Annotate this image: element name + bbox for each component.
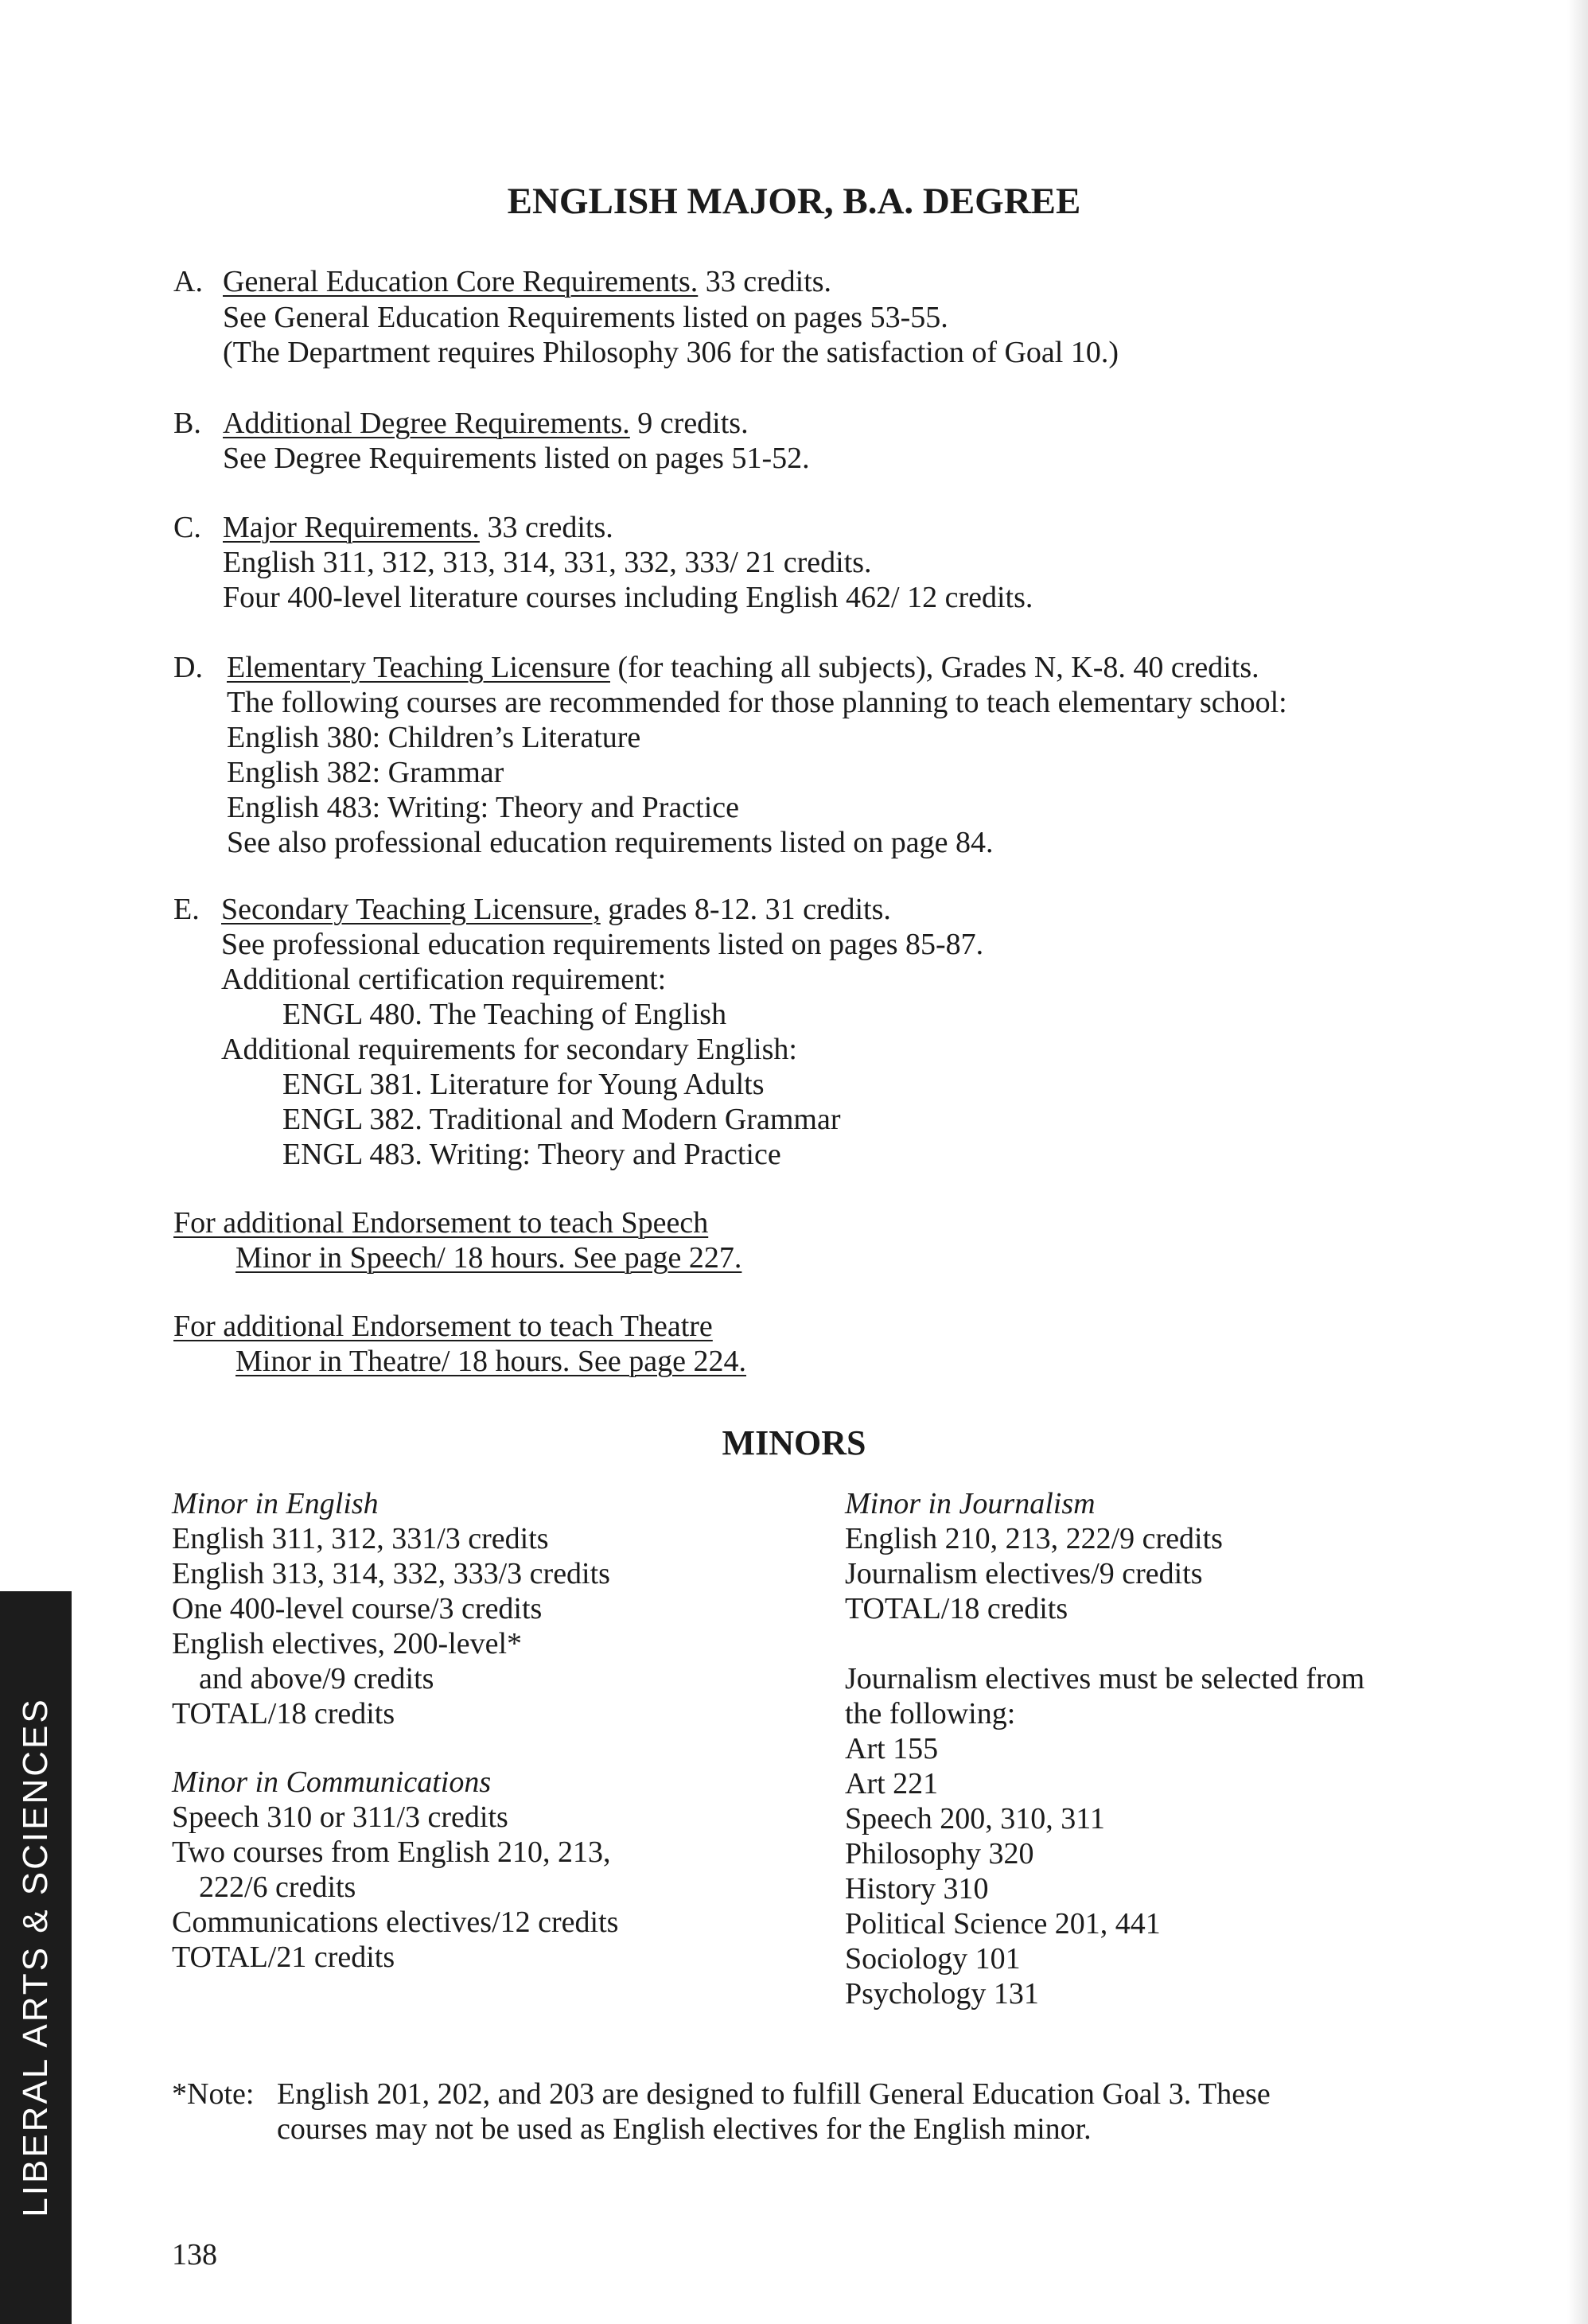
electives-note: the following: <box>845 1697 1016 1730</box>
minor-heading: Minor in Communications <box>172 1765 492 1799</box>
minor-line: and above/9 credits <box>199 1662 434 1695</box>
section-letter: E. <box>173 893 200 926</box>
minor-line: TOTAL/18 credits <box>845 1592 1068 1625</box>
section-heading: Additional Degree Requirements. <box>223 407 630 440</box>
minor-line: 222/6 credits <box>199 1870 356 1904</box>
footnote-text: English 201, 202, and 203 are designed to fulfill General Education Goal 3. These <box>277 2077 1271 2111</box>
section-letter: D. <box>173 651 203 684</box>
elective-item: Speech 200, 310, 311 <box>845 1802 1105 1835</box>
section-text: English 382: Grammar <box>227 756 504 789</box>
section-heading-rest: grades 8-12. 31 credits. <box>600 893 891 926</box>
minor-line: Journalism electives/9 credits <box>845 1557 1203 1590</box>
minor-line: TOTAL/21 credits <box>172 1941 395 1974</box>
section-letter: A. <box>173 265 203 298</box>
section-text: Additional certification requirement: <box>221 963 667 996</box>
section-text: English 311, 312, 313, 314, 331, 332, 333/ 21 credits. <box>223 546 872 579</box>
minor-line: Two courses from English 210, 213, <box>172 1835 611 1869</box>
page-number: 138 <box>172 2238 217 2271</box>
minor-line: Communications electives/12 credits <box>172 1906 619 1939</box>
minor-line: Speech 310 or 311/3 credits <box>172 1800 508 1834</box>
section-letter: B. <box>173 407 201 440</box>
section-letter: C. <box>173 511 201 544</box>
minor-line: English 210, 213, 222/9 credits <box>845 1522 1223 1555</box>
section-heading: Major Requirements. <box>223 511 480 544</box>
minor-heading: Minor in English <box>172 1487 379 1520</box>
elective-item: Art 155 <box>845 1732 939 1765</box>
elective-item: Psychology 131 <box>845 1977 1039 2011</box>
minors-title: MINORS <box>722 1423 866 1462</box>
section-heading: General Education Core Requirements. <box>223 265 699 298</box>
section-side-tab <box>0 1591 72 2324</box>
footnote-text: courses may not be used as English electives for the English minor. <box>277 2112 1092 2146</box>
endorsement-text: Minor in Speech/ 18 hours. See page 227. <box>235 1241 742 1275</box>
minor-line: English 311, 312, 331/3 credits <box>172 1522 549 1555</box>
section-heading-line <box>223 264 831 299</box>
endorsement-heading: For additional Endorsement to teach Speech <box>173 1206 709 1240</box>
section-text: ENGL 381. Literature for Young Adults <box>282 1068 765 1101</box>
section-heading: Secondary Teaching Licensure, <box>221 893 601 926</box>
minor-heading: Minor in Journalism <box>845 1487 1096 1520</box>
electives-note: Journalism electives must be selected from <box>845 1662 1365 1695</box>
section-text: See Degree Requirements listed on pages 51-52. <box>223 442 810 475</box>
elective-item: Sociology 101 <box>845 1942 1021 1976</box>
section-text: ENGL 382. Traditional and Modern Grammar <box>282 1103 841 1136</box>
section-heading-line <box>227 650 1259 685</box>
section-text: English 483: Writing: Theory and Practice <box>227 791 739 824</box>
minor-line: English electives, 200-level* <box>172 1627 523 1660</box>
section-text: ENGL 483. Writing: Theory and Practice <box>282 1138 781 1171</box>
section-text: English 380: Children’s Literature <box>227 721 641 754</box>
minor-line: One 400-level course/3 credits <box>172 1592 543 1625</box>
endorsement-text: Minor in Theatre/ 18 hours. See page 224. <box>235 1345 746 1378</box>
section-heading: Elementary Teaching Licensure <box>227 651 610 684</box>
section-credits: 33 credits. <box>479 511 613 544</box>
section-text: ENGL 480. The Teaching of English <box>282 998 727 1031</box>
elective-item: History 310 <box>845 1872 989 1906</box>
minor-line: English 313, 314, 332, 333/3 credits <box>172 1557 610 1590</box>
section-text: See General Education Requirements listed on pages 53-55. <box>223 301 948 334</box>
section-heading-line <box>221 892 891 927</box>
minor-line: TOTAL/18 credits <box>172 1697 395 1730</box>
section-text: See professional education requirements listed on pages 85-87. <box>221 928 984 961</box>
section-heading-line <box>223 510 613 545</box>
section-text: Additional requirements for secondary English: <box>221 1033 797 1066</box>
section-text: See also professional education requirements listed on page 84. <box>227 826 994 859</box>
page-title: ENGLISH MAJOR, B.A. DEGREE <box>507 181 1081 222</box>
section-credits: 9 credits. <box>629 407 749 440</box>
section-heading-rest: (for teaching all subjects), Grades N, K-8. 40 credits. <box>609 651 1259 684</box>
section-text: (The Department requires Philosophy 306 for the satisfaction of Goal 10.) <box>223 336 1119 369</box>
section-credits: 33 credits. <box>698 265 832 298</box>
section-text: The following courses are recommended for those planning to teach elementary school: <box>227 686 1287 719</box>
section-heading-line <box>223 406 749 441</box>
page-edge-shadow <box>1567 0 1588 2324</box>
elective-item: Philosophy 320 <box>845 1837 1034 1870</box>
section-text: Four 400-level literature courses including English 462/ 12 credits. <box>223 581 1033 614</box>
elective-item: Art 221 <box>845 1767 939 1800</box>
footnote-lead: *Note: <box>172 2077 255 2111</box>
side-tab-label: LIBERAL ARTS & SCIENCES <box>16 1697 55 2217</box>
elective-item: Political Science 201, 441 <box>845 1907 1161 1941</box>
endorsement-heading: For additional Endorsement to teach Theatre <box>173 1310 713 1343</box>
